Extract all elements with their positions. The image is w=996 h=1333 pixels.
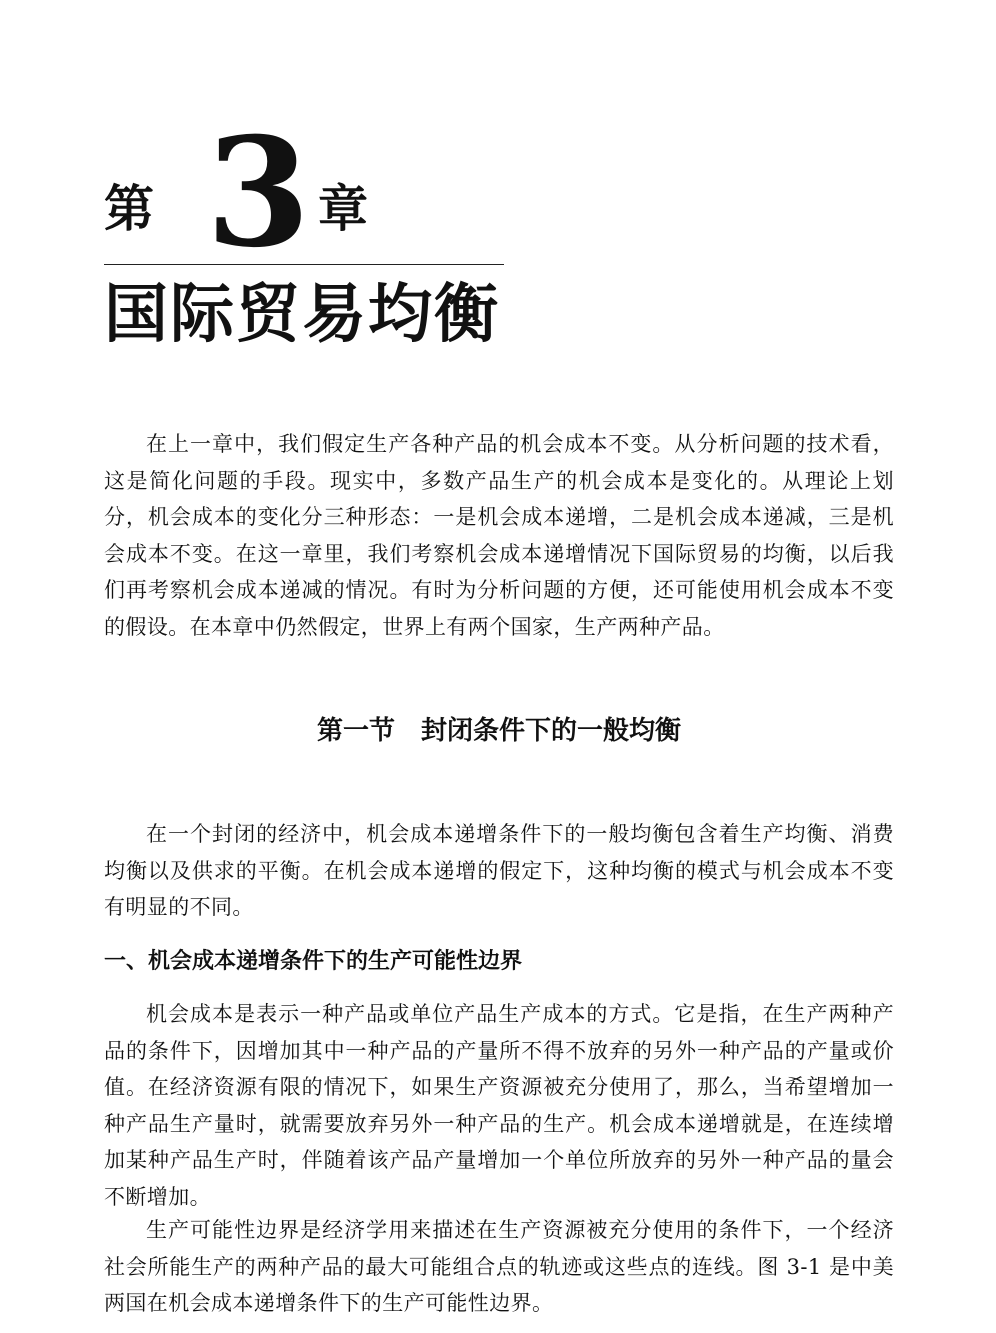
section-paragraph: 在一个封闭的经济中，机会成本递增条件下的一般均衡包含着生产均衡、消费均衡以及供求的平衡。在机会成本递增的假定下，这种均衡的模式与机会成本不变有明显的不同。 <box>104 822 894 920</box>
chapter-suffix: 章 <box>318 180 368 238</box>
chapter-prefix: 第 <box>104 180 154 238</box>
intro-paragraph: 在上一章中，我们假定生产各种产品的机会成本不变。从分析问题的技术看，这是简化问题的手段。现实中，多数产品生产的机会成本是变化的。从理论上划分，机会成本的变化分三种形态：一是机会成本递增，二是机会成本递减，三是机会成本不变。在这一章里，我们考察机会成本递增情况下国际贸易的均衡，以后我们再考察机会成本递减的情况。有时为分析问题的方便，还可能使用机会成本不变的假设。在本章中仍然假定，世界上有两个国家，生产两种产品。 <box>104 432 894 639</box>
chapter-title: 国际贸易均衡 <box>104 278 500 352</box>
ppf-paragraph: 生产可能性边界是经济学用来描述在生产资源被充分使用的条件下，一个经济社会所能生产的两种产品的最大可能组合点的轨迹或这些点的连线。图 3-1 是中美两国在机会成本递增条件下的生产可能性边界。 <box>104 1218 894 1316</box>
chapter-number: 3 <box>206 105 311 281</box>
chapter-divider <box>104 264 504 265</box>
subsection-title: 一、机会成本递增条件下的生产可能性边界 <box>104 949 523 974</box>
opportunity-cost-paragraph: 机会成本是表示一种产品或单位产品生产成本的方式。它是指，在生产两种产品的条件下，因增加其中一种产品的产量所不得不放弃的另外一种产品的产量或价值。在经济资源有限的情况下，如果生产资源被充分使用了，那么，当希望增加一种产品生产量时，就需要放弃另外一种产品的生产。机会成本递增就是，在连续增加某种产品生产时，伴随着该产品产量增加一个单位所放弃的另外一种产品的量会不断增加。 <box>104 1002 894 1209</box>
chapter-heading <box>104 105 504 281</box>
section-title: 第一节 封闭条件下的一般均衡 <box>316 716 681 746</box>
